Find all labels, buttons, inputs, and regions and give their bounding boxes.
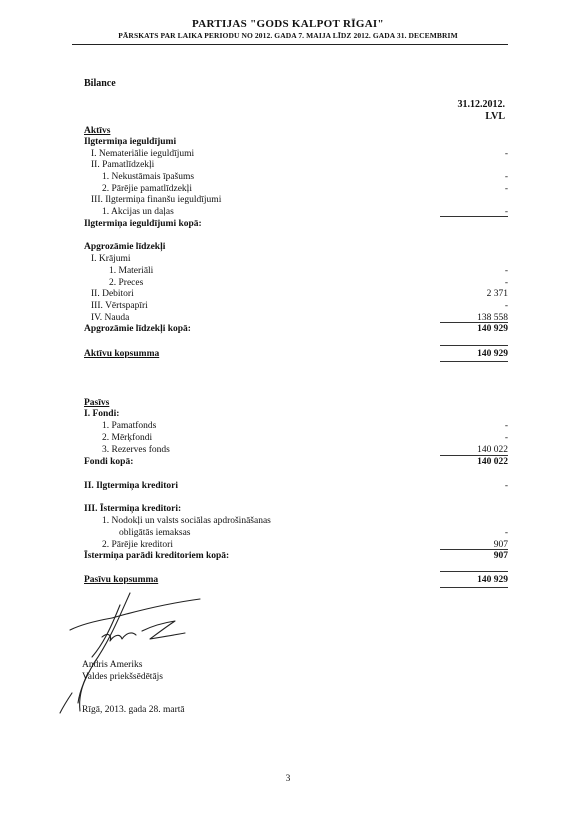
header-rule: [72, 44, 508, 45]
row-value: 140 022: [477, 445, 508, 455]
total-rule: [440, 345, 508, 346]
row-value: 140 929: [477, 575, 508, 585]
table-row: [84, 432, 508, 444]
table-row: [84, 253, 508, 265]
table-row: [84, 136, 508, 148]
table-row: [84, 241, 508, 253]
signatory-role: Valdes priekšsēdētājs: [82, 672, 163, 682]
total-rule: [440, 587, 508, 588]
row-label: II. Ilgtermiņa kreditori: [84, 481, 179, 491]
total-rule: [440, 571, 508, 572]
row-label: Pasīvs: [84, 398, 110, 408]
page-number: 3: [285, 774, 291, 784]
row-label: 3. Rezerves fonds: [102, 445, 170, 455]
row-label: III. Īstermiņa kreditori:: [84, 504, 182, 514]
row-label: Apgrozāmie līdzekļi kopā:: [84, 324, 191, 334]
row-label: Īstermiņa parādi kreditoriem kopā:: [84, 551, 230, 561]
row-label: II. Debitori: [91, 289, 134, 299]
row-value: -: [504, 184, 508, 194]
report-subtitle: PĀRSKATS PAR LAIKA PERIODU NO 2012. GADA 7. MAIJA LĪDZ 2012. GADA 31. DECEMBRIM: [118, 31, 458, 40]
row-label: II. Pamatlīdzekļi: [91, 160, 155, 170]
row-label: Ilgtermiņa ieguldījumi kopā:: [84, 219, 202, 229]
subtotal-rule: [440, 216, 508, 217]
row-value: -: [504, 433, 508, 443]
row-label: 2. Pārējie kreditori: [102, 540, 173, 550]
row-value: 138 558: [477, 313, 508, 323]
column-currency: LVL: [485, 111, 505, 122]
table-row: [84, 194, 508, 206]
row-label: I. Nemateriālie ieguldījumi: [91, 149, 195, 159]
row-label: IV. Nauda: [91, 313, 130, 323]
row-label: Apgrozāmie līdzekļi: [84, 242, 166, 252]
row-label: Aktīvu kopsumma: [84, 349, 160, 359]
table-row: [84, 503, 508, 515]
row-value: -: [504, 481, 508, 491]
row-value: 907: [493, 540, 508, 550]
row-value: -: [504, 149, 508, 159]
row-label: 2. Pārējie pamatlīdzekļi: [102, 184, 192, 194]
total-row: [84, 348, 508, 360]
table-row: [84, 420, 508, 432]
row-label: 1. Akcijas un daļas: [102, 207, 174, 217]
column-date: 31.12.2012.: [457, 99, 505, 110]
row-label: 1. Materiāli: [109, 266, 154, 276]
row-value: -: [504, 528, 508, 538]
row-value: -: [504, 172, 508, 182]
report-title: PARTIJAS "GODS KALPOT RĪGAI": [192, 18, 384, 30]
row-label: I. Krājumi: [91, 254, 131, 264]
row-label: III. Ilgtermiņa finanšu ieguldījumi: [91, 195, 222, 205]
subtotal-row: [84, 218, 508, 230]
row-label: 1. Pamatfonds: [102, 421, 157, 431]
row-label: 2. Mērķfondi: [102, 433, 153, 443]
row-value: 140 929: [477, 349, 508, 359]
row-label: 1. Nekustāmais īpašums: [102, 172, 195, 182]
table-row: [84, 171, 508, 183]
row-label: Fondi kopā:: [84, 457, 134, 467]
row-value: 2 371: [486, 289, 508, 299]
table-row: [84, 288, 508, 300]
row-label: I. Fondi:: [84, 409, 120, 419]
table-row: [84, 159, 508, 171]
row-value: -: [504, 301, 508, 311]
row-value: 140 929: [477, 324, 508, 334]
handwritten-signature: [50, 585, 240, 725]
subtotal-row: [84, 323, 508, 335]
row-label: III. Vērtspapīri: [91, 301, 148, 311]
row-value: -: [504, 421, 508, 431]
table-row: [84, 265, 508, 277]
table-row: [84, 408, 508, 420]
row-label: 2. Preces: [109, 278, 144, 288]
table-row: [84, 300, 508, 312]
place-and-date: Rīgā, 2013. gada 28. martā: [82, 705, 185, 715]
balance-title: Bilance: [84, 78, 116, 89]
subtotal-row: [84, 456, 508, 468]
total-rule: [440, 361, 508, 362]
row-label: obligātās iemaksas: [119, 528, 191, 538]
row-label: Aktīvs: [84, 126, 111, 136]
row-label: Pasīvu kopsumma: [84, 575, 159, 585]
signatory-name: Andris Ameriks: [82, 660, 143, 670]
row-label: 1. Nodokļi un valsts sociālas apdrošināšanas: [102, 516, 271, 526]
row-value: -: [504, 278, 508, 288]
table-row: [84, 515, 508, 527]
row-label: Ilgtermiņa ieguldījumi: [84, 137, 177, 147]
row-value: 907: [493, 551, 508, 561]
row-value: -: [504, 266, 508, 276]
subtotal-row: [84, 550, 508, 562]
table-row: [84, 480, 508, 492]
row-value: 140 022: [477, 457, 508, 467]
table-row: [84, 527, 508, 539]
row-value: -: [504, 207, 508, 217]
